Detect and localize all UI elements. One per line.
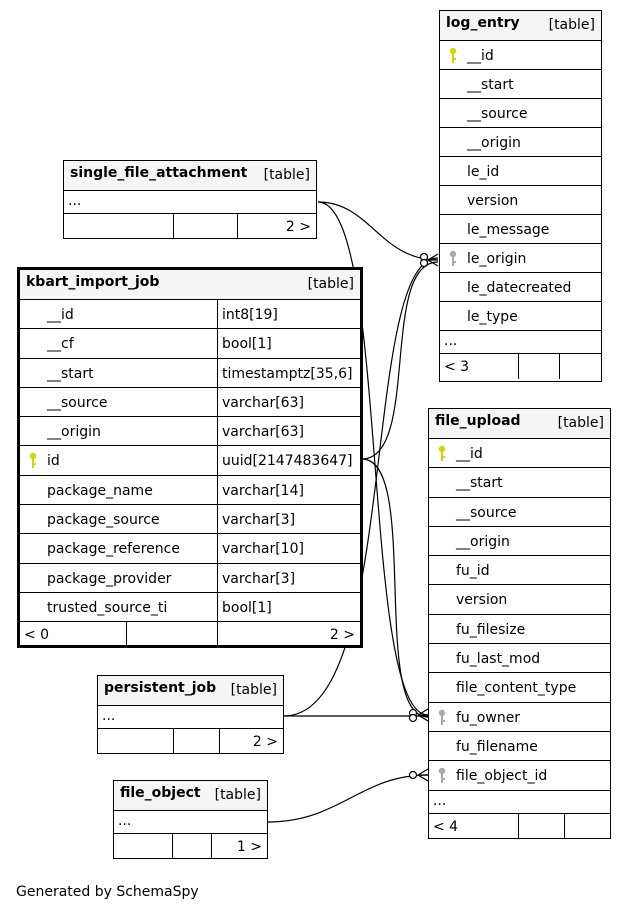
- column-row[interactable]: [20, 564, 360, 593]
- table-footer: [429, 814, 610, 838]
- column-name: le_datecreated: [467, 280, 572, 296]
- ellipsis: ...: [68, 193, 82, 209]
- table-file-object[interactable]: [113, 780, 268, 859]
- ellipsis: ...: [433, 792, 447, 809]
- column-name: __source: [47, 394, 108, 411]
- children-count[interactable]: < 4: [433, 818, 459, 835]
- column-name: id: [47, 453, 60, 470]
- column-name: __id: [456, 446, 483, 462]
- table-type: [table]: [230, 682, 277, 698]
- column-row[interactable]: [20, 505, 360, 534]
- column-type: varchar[3]: [222, 570, 296, 587]
- column-name: fu_owner: [456, 709, 521, 726]
- column-name: le_id: [467, 164, 500, 180]
- table-footer: [114, 834, 267, 858]
- divider: [211, 834, 212, 858]
- column-row[interactable]: [440, 244, 601, 273]
- column-row[interactable]: [20, 329, 360, 358]
- column-name: __id: [47, 307, 74, 323]
- table-file-upload[interactable]: [428, 408, 611, 839]
- table-kbart-import-job[interactable]: [17, 267, 363, 648]
- column-name: file_object_id: [456, 768, 548, 785]
- divider: [219, 729, 220, 753]
- column-type: uuid[2147483647]: [222, 453, 353, 470]
- column-name: package_reference: [47, 541, 180, 558]
- table-name: single_file_attachment: [70, 165, 248, 181]
- column-row[interactable]: [429, 732, 610, 761]
- primary-key-icon: [438, 445, 446, 462]
- table-header: [20, 270, 360, 300]
- column-name: trusted_source_ti: [47, 599, 168, 616]
- edge-single-file-attachment-to-log-entry: [318, 202, 438, 260]
- ellipsis: ...: [102, 708, 116, 724]
- divider: [518, 814, 519, 838]
- table-name: file_object: [120, 785, 201, 801]
- column-row[interactable]: [440, 273, 601, 302]
- table-type: [table]: [557, 415, 604, 431]
- column-name: __origin: [467, 135, 521, 151]
- column-row[interactable]: [429, 468, 610, 497]
- table-type: [table]: [263, 167, 310, 183]
- column-row[interactable]: [20, 388, 360, 417]
- foreign-key-icon: [449, 250, 457, 267]
- divider: [217, 505, 218, 533]
- table-type: [table]: [548, 17, 595, 33]
- divider: [217, 329, 218, 357]
- column-name: __cf: [47, 336, 74, 353]
- column-row[interactable]: [440, 99, 601, 128]
- table-persistent-job[interactable]: [97, 675, 284, 754]
- primary-key-icon: [449, 47, 457, 64]
- foreign-key-icon: [438, 709, 446, 726]
- more-columns-row: [429, 791, 610, 814]
- column-row[interactable]: [20, 446, 360, 475]
- column-row[interactable]: [429, 439, 610, 468]
- column-row[interactable]: [20, 417, 360, 446]
- table-name: file_upload: [435, 413, 521, 429]
- divider: [217, 388, 218, 416]
- column-row[interactable]: [429, 498, 610, 527]
- more-columns-row: [64, 191, 316, 214]
- ellipsis: ...: [118, 813, 132, 829]
- primary-key-icon: [29, 452, 37, 469]
- edge-kbart-id-to-file-upload: [362, 459, 428, 717]
- table-header: [114, 781, 267, 811]
- divider: [217, 622, 218, 646]
- edge-file-object-to-file-upload: [268, 775, 428, 822]
- column-name: __source: [456, 504, 517, 521]
- column-name: fu_filesize: [456, 621, 526, 638]
- column-row[interactable]: [440, 41, 601, 70]
- column-row[interactable]: [440, 128, 601, 157]
- table-single-file-attachment[interactable]: [63, 160, 317, 239]
- column-name: version: [467, 193, 519, 209]
- column-type: varchar[63]: [222, 394, 304, 411]
- table-log-entry[interactable]: [439, 10, 602, 382]
- divider: [172, 834, 173, 858]
- divider: [564, 814, 565, 838]
- more-columns-row: [98, 706, 283, 729]
- column-type: int8[19]: [222, 307, 278, 323]
- table-header: [64, 161, 316, 191]
- table-type: [table]: [214, 787, 261, 803]
- column-name: __start: [456, 475, 503, 492]
- column-row[interactable]: [429, 673, 610, 702]
- column-row[interactable]: [20, 476, 360, 505]
- divider: [518, 354, 519, 379]
- edge-end-circle: [410, 715, 417, 722]
- column-type: varchar[63]: [222, 424, 304, 441]
- column-type: varchar[3]: [222, 512, 296, 529]
- column-type: bool[1]: [222, 599, 272, 616]
- column-type: varchar[14]: [222, 482, 304, 499]
- column-name: __start: [47, 365, 94, 382]
- column-type: bool[1]: [222, 336, 272, 353]
- table-footer: [64, 214, 316, 238]
- divider: [217, 446, 218, 474]
- column-row[interactable]: [440, 186, 601, 215]
- table-header: [440, 11, 601, 41]
- column-row[interactable]: [20, 359, 360, 388]
- divider: [217, 476, 218, 504]
- column-type: timestamptz[35,6]: [222, 365, 353, 382]
- more-columns-row: [114, 811, 267, 834]
- table-footer: [20, 622, 360, 646]
- divider: [559, 354, 560, 379]
- more-columns-row: [440, 331, 601, 354]
- column-name: package_name: [47, 482, 153, 499]
- edge-end-circle: [421, 260, 428, 267]
- column-name: __origin: [47, 424, 101, 441]
- edge-end-circle: [410, 772, 417, 779]
- column-name: fu_filename: [456, 738, 538, 755]
- table-footer: [98, 729, 283, 753]
- divider: [126, 622, 127, 646]
- table-name: kbart_import_job: [26, 274, 160, 290]
- divider: [217, 417, 218, 445]
- children-count[interactable]: < 0: [24, 627, 50, 644]
- column-row[interactable]: [429, 703, 610, 732]
- crowfoot-file-upload-owner: [418, 709, 428, 721]
- table-header: [429, 409, 610, 439]
- column-row[interactable]: [20, 593, 360, 622]
- divider: [237, 214, 238, 238]
- table-header: [98, 676, 283, 706]
- column-name: fu_id: [456, 563, 490, 580]
- column-name: __source: [467, 106, 528, 122]
- column-row[interactable]: [429, 585, 610, 614]
- divider: [217, 359, 218, 387]
- divider: [173, 214, 174, 238]
- column-row[interactable]: [440, 70, 601, 99]
- parents-count[interactable]: 2 >: [285, 219, 311, 235]
- table-footer: [440, 354, 601, 379]
- column-name: package_source: [47, 512, 160, 529]
- parents-count[interactable]: 2 >: [329, 627, 355, 644]
- column-type: varchar[10]: [222, 541, 304, 558]
- parents-count[interactable]: 1 >: [236, 839, 262, 855]
- column-name: le_type: [467, 309, 518, 325]
- column-name: file_content_type: [456, 680, 577, 697]
- column-name: le_message: [467, 222, 550, 238]
- divider: [217, 564, 218, 592]
- column-row[interactable]: [20, 300, 360, 329]
- column-row[interactable]: [429, 644, 610, 673]
- column-row[interactable]: [429, 527, 610, 556]
- column-row[interactable]: [429, 615, 610, 644]
- table-name: log_entry: [446, 15, 520, 31]
- column-name: __origin: [456, 533, 510, 550]
- divider: [217, 593, 218, 621]
- ellipsis: ...: [444, 333, 458, 349]
- column-name: fu_last_mod: [456, 651, 541, 668]
- column-row[interactable]: [440, 215, 601, 244]
- children-count[interactable]: < 3: [444, 359, 470, 375]
- column-name: __start: [467, 77, 514, 93]
- table-type: [table]: [307, 276, 354, 292]
- generated-by-credit: Generated by SchemaSpy: [16, 884, 199, 900]
- column-row[interactable]: [20, 534, 360, 563]
- column-name: package_provider: [47, 570, 172, 587]
- foreign-key-icon: [438, 767, 446, 784]
- column-name: __id: [467, 48, 494, 64]
- column-row[interactable]: [440, 157, 601, 186]
- divider: [173, 729, 174, 753]
- edge-kbart-id-to-log-entry: [362, 262, 438, 459]
- column-row[interactable]: [440, 302, 601, 331]
- divider: [217, 300, 218, 328]
- column-row[interactable]: [429, 761, 610, 790]
- column-row[interactable]: [429, 556, 610, 585]
- parents-count[interactable]: 2 >: [252, 734, 278, 750]
- divider: [217, 534, 218, 562]
- crowfoot-file-upload-object: [418, 769, 428, 781]
- column-name: version: [456, 592, 508, 609]
- column-name: le_origin: [467, 251, 527, 267]
- table-name: persistent_job: [104, 680, 217, 696]
